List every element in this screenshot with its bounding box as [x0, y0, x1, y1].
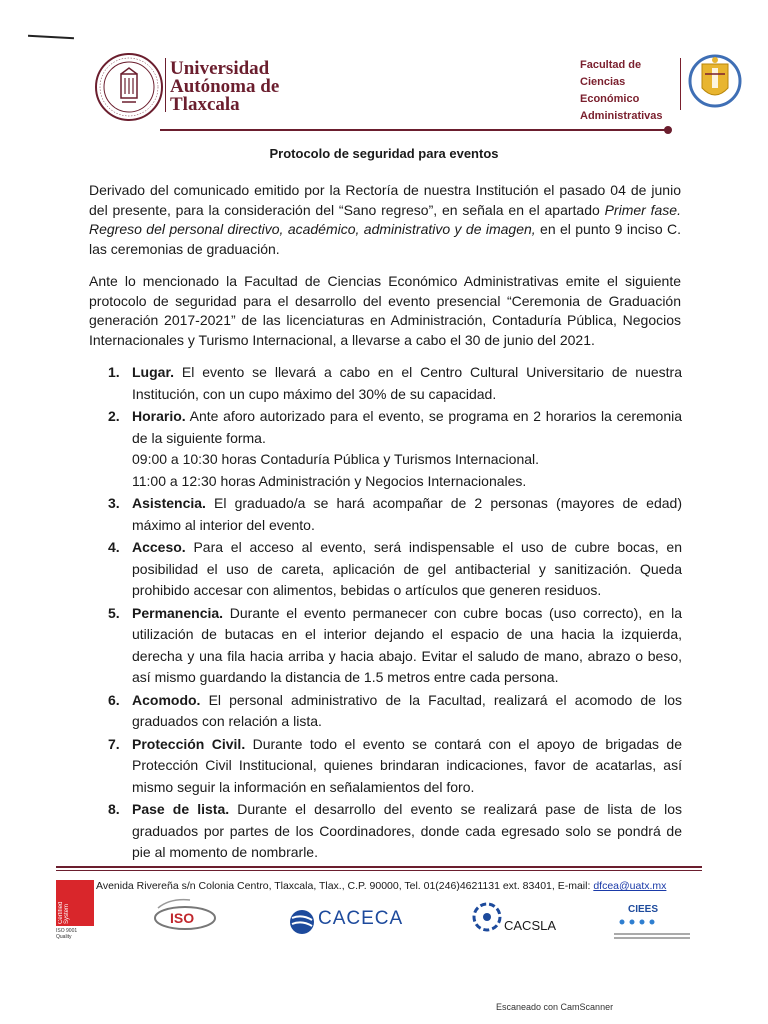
ciees-logo [610, 902, 694, 942]
schedule-line-2: 11:00 a 12:30 horas Administración y Negocios Internacionales. [132, 472, 527, 489]
intro-paragraph-b: en el punto 9 inciso C. las ceremonias de graduación. [89, 221, 682, 257]
university-divider [165, 58, 166, 112]
cacsla-logo-text: CACSLA [504, 918, 557, 933]
list-item-text: Para el acceso al evento, será indispensable el uso de cubre bocas, en posibilidad el uso de careta, aplicación de gel antibacterial y sanitización. Queda prohibido accesar con alimentos, bebidas o artículos que generen residuos. [132, 539, 682, 598]
faculty-name-line1: Facultad de [580, 59, 642, 71]
schedule-line-1: 09:00 a 10:30 horas Contaduría Pública y Turismos Internacional. [132, 451, 540, 467]
certification-small-2: Quality [56, 934, 72, 940]
faculty-name [580, 57, 663, 125]
list-item-number: 6. [108, 691, 120, 708]
certification-small-1: ISO 9001 [56, 928, 78, 934]
list-item-heading: Pase de lista. [132, 801, 230, 817]
university-name-line3: Tlaxcala [170, 94, 240, 115]
certification-small-text [56, 928, 100, 940]
list-item-text: Durante el desarrollo del evento se realizará pase de lista de los graduados por partes de los Coordinadores, donde cada egresado solo se pondrá de pie al momento de nombrarle. [132, 801, 683, 860]
header-rule-dot [664, 126, 672, 134]
list-item [108, 603, 682, 689]
certification-badge [56, 880, 94, 944]
university-name [170, 60, 279, 114]
faculty-name-line2: Ciencias [580, 76, 626, 88]
iso-logo [150, 896, 220, 936]
footer-address-text: Avenida Rivereña s/n Colonia Centro, Tlaxcala, Tlax., C.P. 90000, Tel. 01(246)4621131 ext. 83401, E-mail: [96, 880, 594, 892]
list-item-text: Durante el evento permanecer con cubre bocas (uso correcto), en la utilización de butacas en el interior dejando el espacio de una hacia la izquierda, derecha y una fila hacia arriba y hacia abajo. Evitar el saludo de mano, abrazo o beso, así mismo guardando la distancia de 1.5 metros entre cada persona. [132, 604, 682, 685]
faculty-seal-icon [688, 52, 742, 110]
list-item [108, 406, 682, 492]
iso-logo-text: ISO [170, 910, 195, 926]
footer-rule-thin [56, 870, 702, 871]
list-item-heading: Protección Civil. [132, 735, 246, 752]
list-item [108, 690, 682, 733]
list-item-text: Ante aforo autorizado para el evento, se programa en 2 horarios la ceremonia de la siguiente forma. [132, 408, 682, 446]
cacsla-icon [470, 900, 504, 934]
caceca-globe-icon [288, 908, 316, 936]
faculty-name-line3: Económico [580, 93, 640, 105]
list-item [108, 362, 682, 405]
caceca-logo [288, 906, 404, 936]
intro-paragraph-a: Derivado del comunicado emitido por la Rectoría de nuestra Institución el pasado 04 de junio del presente, para la consideración del “Sano regreso”, en señala en el apartado [89, 182, 681, 218]
footer-email-link[interactable]: dfcea@uatx.mx [593, 880, 667, 892]
intro-paragraph-italic: Primer fase. Regreso del personal directivo, académico, administrativo y de imagen, [89, 201, 681, 237]
caceca-logo-text: CACECA [318, 908, 404, 929]
list-item-heading: Lugar. [132, 364, 175, 380]
list-item-text: El personal administrativo de la Facultad, realizará el acomodo de los graduados con relación a lista. [132, 691, 682, 729]
list-item-heading: Asistencia. [132, 495, 206, 511]
list-item-number: 1. [108, 364, 120, 380]
list-item-heading: Permanencia. [132, 604, 224, 621]
context-paragraph: Ante lo mencionado la Facultad de Ciencias Económico Administrativas emite el siguiente protocolo de seguridad para el desarrollo del evento presencial “Ceremonia de Graduación generación 2017-2021” de las licenciaturas en Administración, Contaduría Pública, Negocios Internacionales y Turismo Internacional, a llevarse a cabo el 30 de junio del 2021. [89, 273, 681, 348]
pen-mark [28, 35, 74, 39]
list-item [108, 537, 682, 602]
protocol-list [108, 362, 682, 865]
list-item [108, 799, 682, 864]
list-item-number: 4. [108, 539, 120, 555]
document-title: Protocolo de seguridad para eventos [269, 146, 499, 161]
list-item [108, 734, 682, 799]
list-item-number: 3. [108, 495, 120, 511]
university-name-line2: Autónoma de [170, 76, 280, 97]
cacsla-logo [470, 900, 560, 940]
scanner-watermark: Escaneado con CamScanner [496, 1002, 614, 1012]
list-item-text: El evento se llevará a cabo en el Centro Cultural Universitario de nuestra Institución, con un cupo máximo del 30% de su capacidad. [132, 364, 682, 402]
university-seal-icon [94, 52, 164, 122]
certification-label: Certified System [58, 901, 70, 924]
faculty-name-line4: Administrativas [580, 110, 663, 122]
footer-address [96, 880, 666, 892]
list-item-text: Durante todo el evento se contará con el apoyo de brigadas de Protección Civil Institucional, quienes brindaran indicaciones, favor de acatarlas, así mismo seguir la información en señalamientos del foro. [132, 735, 682, 795]
list-item-number: 8. [108, 801, 120, 817]
university-name-line1: Universidad [170, 58, 270, 79]
ciees-dots-icon [610, 916, 694, 942]
list-item-number: 2. [108, 408, 120, 424]
faculty-divider [680, 58, 681, 110]
list-item-text: El graduado/a se hará acompañar de 2 personas (mayores de edad) máximo al interior del evento. [132, 495, 682, 533]
list-item-heading: Horario. [132, 408, 186, 424]
certification-bar [56, 880, 94, 926]
intro-paragraph [89, 181, 681, 259]
list-item-number: 5. [108, 604, 120, 621]
list-item-number: 7. [108, 735, 120, 752]
ciees-logo-text: CIEES [628, 904, 659, 915]
list-item [108, 493, 682, 536]
header-rule [160, 129, 668, 131]
list-item-heading: Acceso. [132, 539, 186, 555]
footer-rule [56, 866, 702, 868]
list-item-heading: Acomodo. [132, 691, 201, 708]
